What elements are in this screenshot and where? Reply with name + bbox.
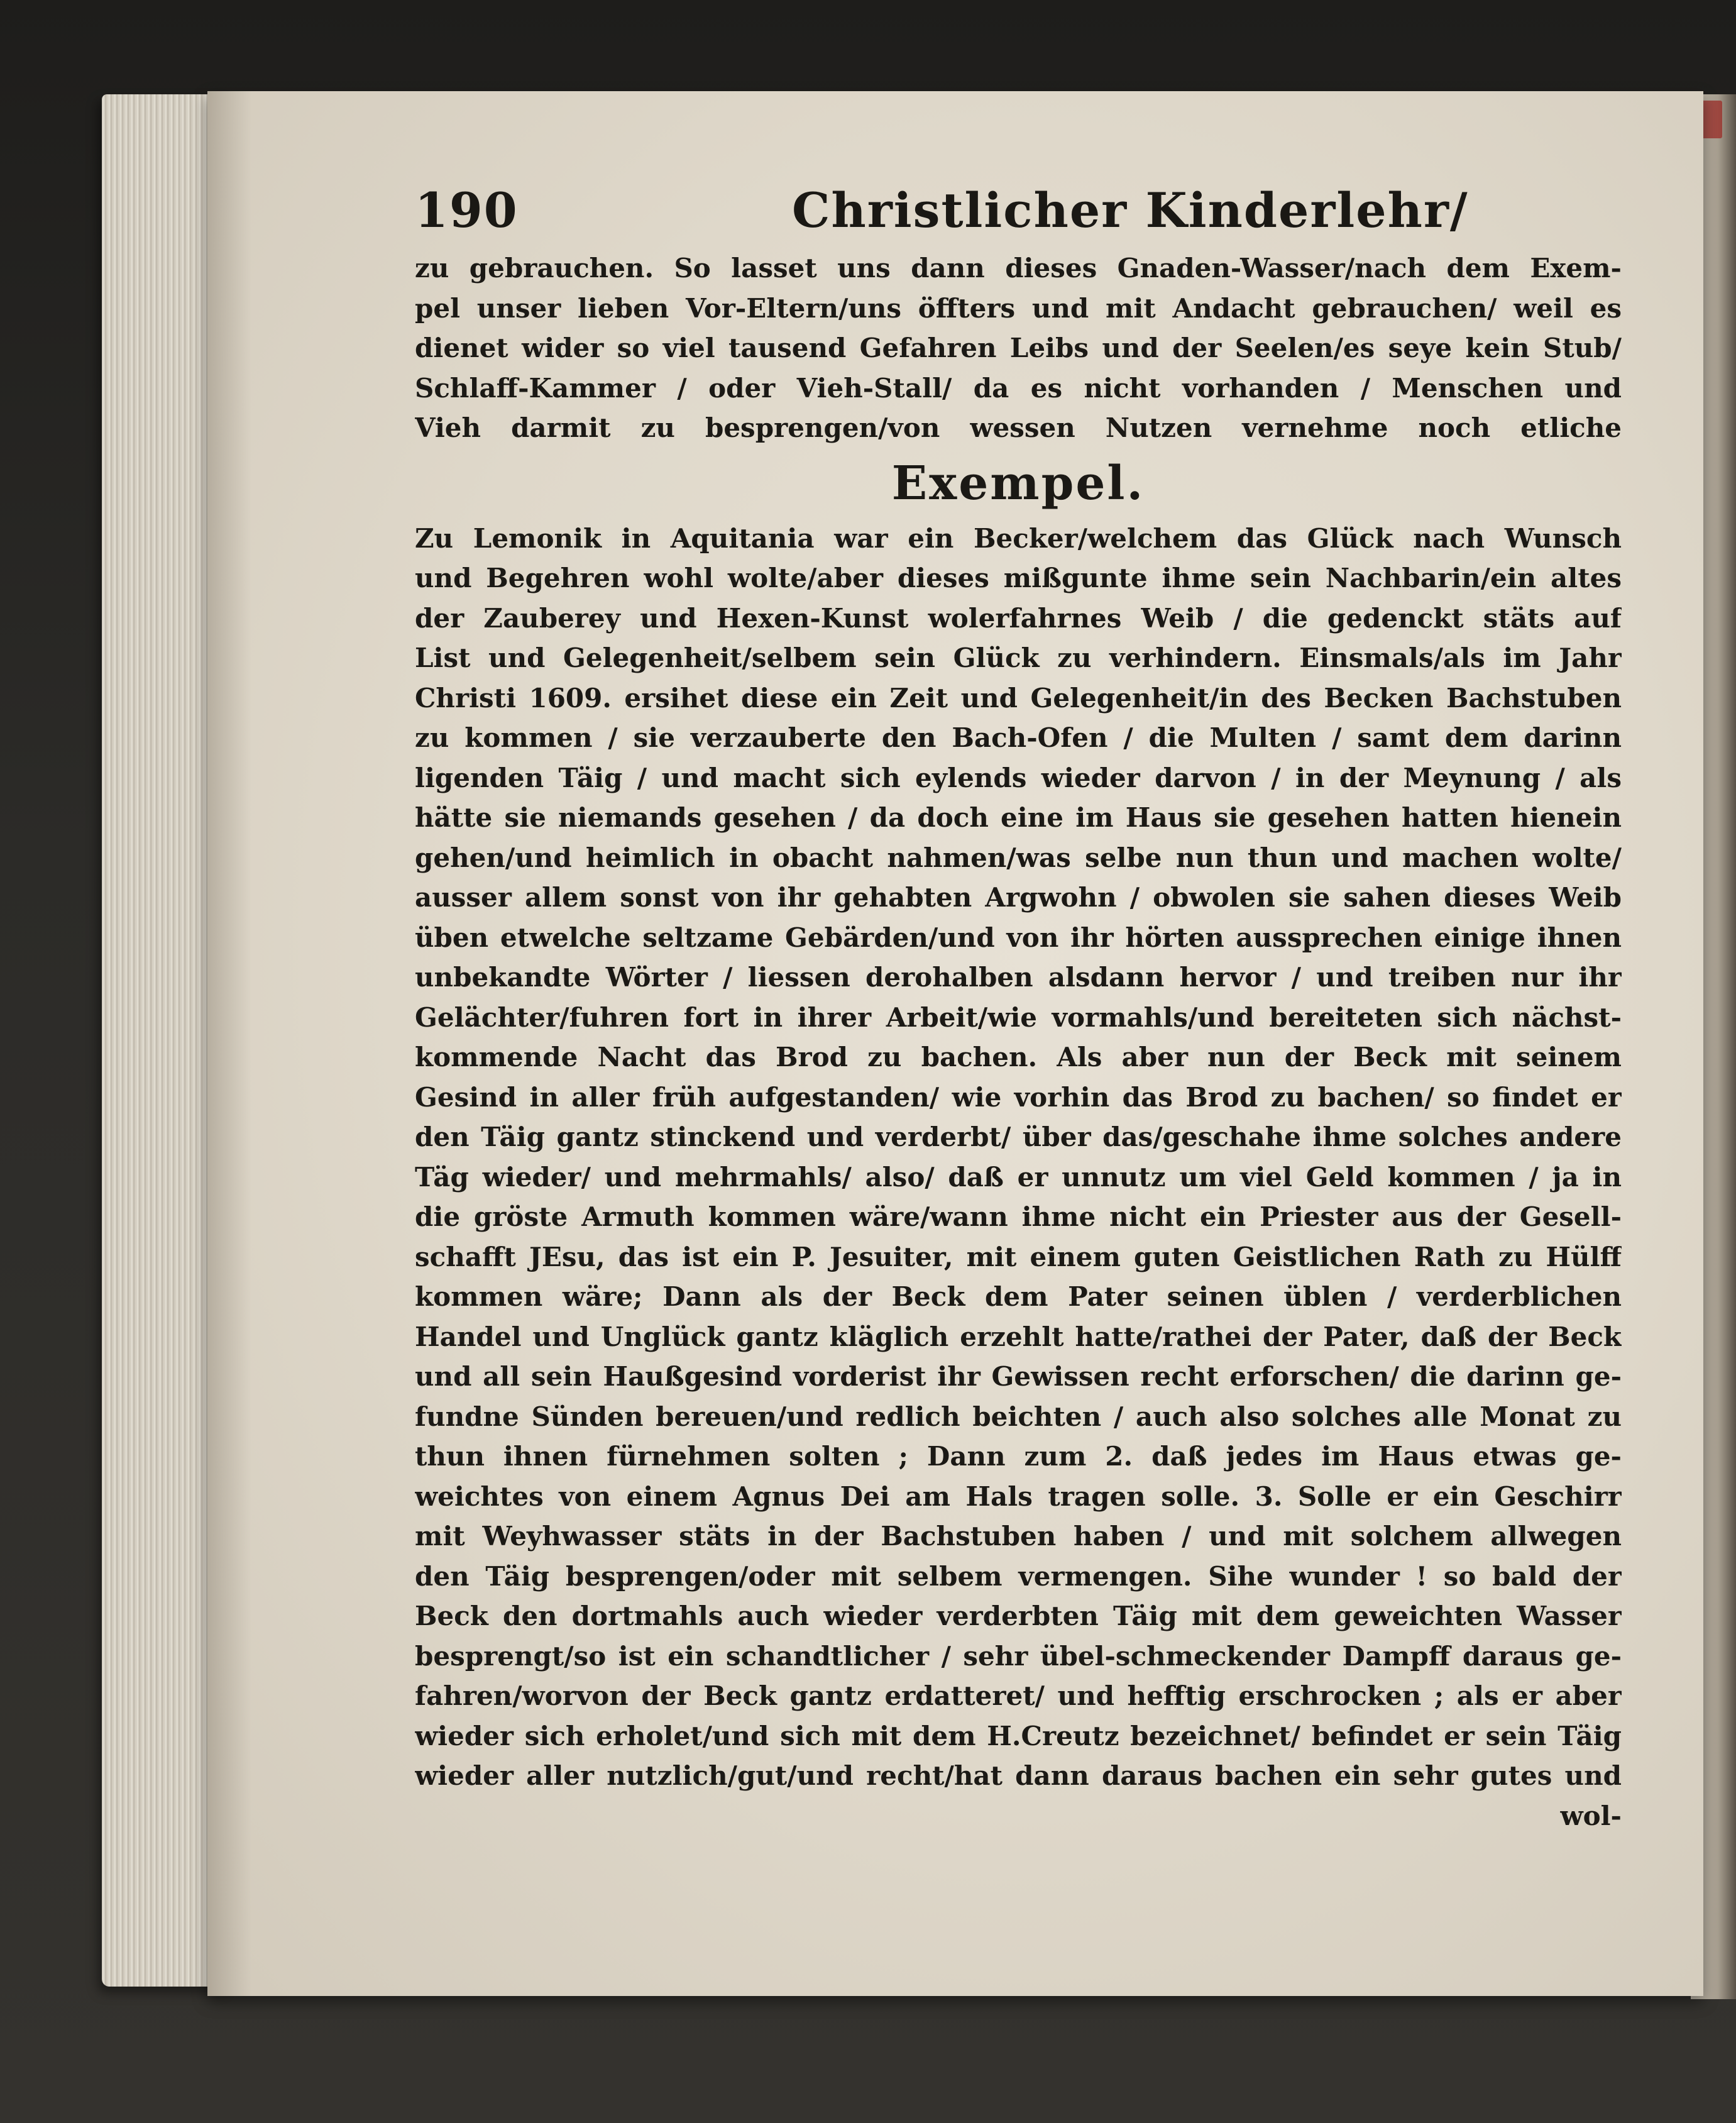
text-line: Täg wieder/ und mehrmahls/ also/ daß er unnutz um viel Geld kommen / ja in: [415, 1161, 1622, 1193]
text-line: fahren/worvon der Beck gantz erdatteret/ und hefftig erschrocken ; als er aber: [415, 1680, 1622, 1711]
body-text: [415, 248, 1622, 1836]
running-head: Christlicher Kinderlehr/: [792, 182, 1469, 238]
text-line: und all sein Haußgesind vorderist ihr Gewissen recht erforschen/ die darinn ge-: [415, 1361, 1622, 1392]
text-line: fundne Sünden bereuen/und redlich beichten / auch also solches alle Monat zu: [415, 1401, 1622, 1432]
section-heading: Exempel.: [891, 456, 1145, 510]
text-line: Schlaff-Kammer / oder Vieh-Stall/ da es nicht vorhanden / Menschen und: [415, 372, 1622, 404]
text-line: Gesind in aller früh aufgestanden/ wie vorhin das Brod zu bachen/ so findet er: [415, 1081, 1622, 1113]
text-line: üben etwelche seltzame Gebärden/und von ihr hörten aussprechen einige ihnen: [415, 922, 1622, 953]
text-line: gehen/und heimlich in obacht nahmen/was selbe nun thun und machen wolte/: [415, 842, 1622, 873]
text-line: kommen wäre; Dann als der Beck dem Pater seinen üblen / verderblichen: [415, 1281, 1622, 1312]
text-line: wieder sich erholet/und sich mit dem H.Creutz bezeichnet/ befindet er sein Täig: [415, 1720, 1622, 1751]
text-line: besprengt/so ist ein schandtlicher / sehr übel-schmeckender Dampff daraus ge-: [415, 1640, 1622, 1672]
text-line: pel unser lieben Vor-Eltern/uns öffters und mit Andacht gebrauchen/ weil es: [415, 292, 1622, 324]
text-line: schafft JEsu, das ist ein P. Jesuiter, mit einem guten Geistlichen Rath zu Hülff: [415, 1241, 1622, 1272]
text-line: List und Gelegenheit/selbem sein Glück zu verhindern. Einsmals/als im Jahr: [415, 642, 1622, 673]
text-line: ligenden Täig / und macht sich eylends wieder darvon / in der Meynung / als: [415, 762, 1622, 793]
page-header: [415, 182, 1622, 251]
catchword: wol-: [1560, 1800, 1622, 1831]
text-line: Beck den dortmahls auch wieder verderbten Täig mit dem geweichten Wasser: [415, 1601, 1622, 1631]
text-line: den Täig besprengen/oder mit selbem vermengen. Sihe wunder ! so bald der: [415, 1560, 1622, 1592]
text-line: Vieh darmit zu besprengen/von wessen Nutzen vernehme noch etliche: [415, 412, 1622, 443]
text-line: weichtes von einem Agnus Dei am Hals tragen solle. 3. Solle er ein Geschirr: [415, 1481, 1622, 1512]
text-line: ausser allem sonst von ihr gehabten Argwohn / obwolen sie sahen dieses Weib: [415, 882, 1622, 913]
text-line: mit Weyhwasser stäts in der Bachstuben haben / und mit solchem allwegen: [415, 1521, 1622, 1552]
text-line: Handel und Unglück gantz kläglich erzehlt hatte/rathei der Pater, daß der Beck: [415, 1321, 1622, 1352]
page-number: 190: [415, 182, 519, 238]
text-line: der Zauberey und Hexen-Kunst wolerfahrnes Weib / die gedenckt stäts auf: [415, 602, 1622, 634]
text-line: zu kommen / sie verzauberte den Bach-Ofen / die Multen / samt dem darinn: [415, 722, 1622, 753]
text-line: thun ihnen fürnehmen solten ; Dann zum 2. daß jedes im Haus etwas ge-: [415, 1441, 1622, 1472]
text-line: dienet wider so viel tausend Gefahren Leibs und der Seelen/es seye kein Stub/: [415, 333, 1622, 363]
text-line: den Täig gantz stinckend und verderbt/ über das/geschahe ihme solches andere: [415, 1122, 1622, 1152]
text-line: wieder aller nutzlich/gut/und recht/hat dann daraus bachen ein sehr gutes und: [415, 1760, 1622, 1791]
text-line: Christi 1609. ersihet diese ein Zeit und Gelegenheit/in des Becken Bachstuben: [415, 682, 1622, 714]
text-line: die gröste Armuth kommen wäre/wann ihme nicht ein Priester aus der Gesell-: [415, 1201, 1622, 1232]
text-line: und Begehren wohl wolte/aber dieses mißgunte ihme sein Nachbarin/ein altes: [415, 563, 1622, 593]
text-line: hätte sie niemands gesehen / da doch eine im Haus sie gesehen hatten hienein: [415, 802, 1622, 833]
text-line: kommende Nacht das Brod zu bachen. Als aber nun der Beck mit seinem: [415, 1042, 1622, 1073]
text-line: zu gebrauchen. So lasset uns dann dieses Gnaden-Wasser/nach dem Exem-: [415, 253, 1622, 284]
text-line: Gelächter/fuhren fort in ihrer Arbeit/wie vormahls/und bereiteten sich nächst-: [415, 1001, 1622, 1033]
text-line: unbekandte Wörter / liessen derohalben alsdann hervor / und treiben nur ihr: [415, 962, 1622, 993]
text-line: Zu Lemonik in Aquitania war ein Becker/welchem das Glück nach Wunsch: [415, 522, 1622, 554]
